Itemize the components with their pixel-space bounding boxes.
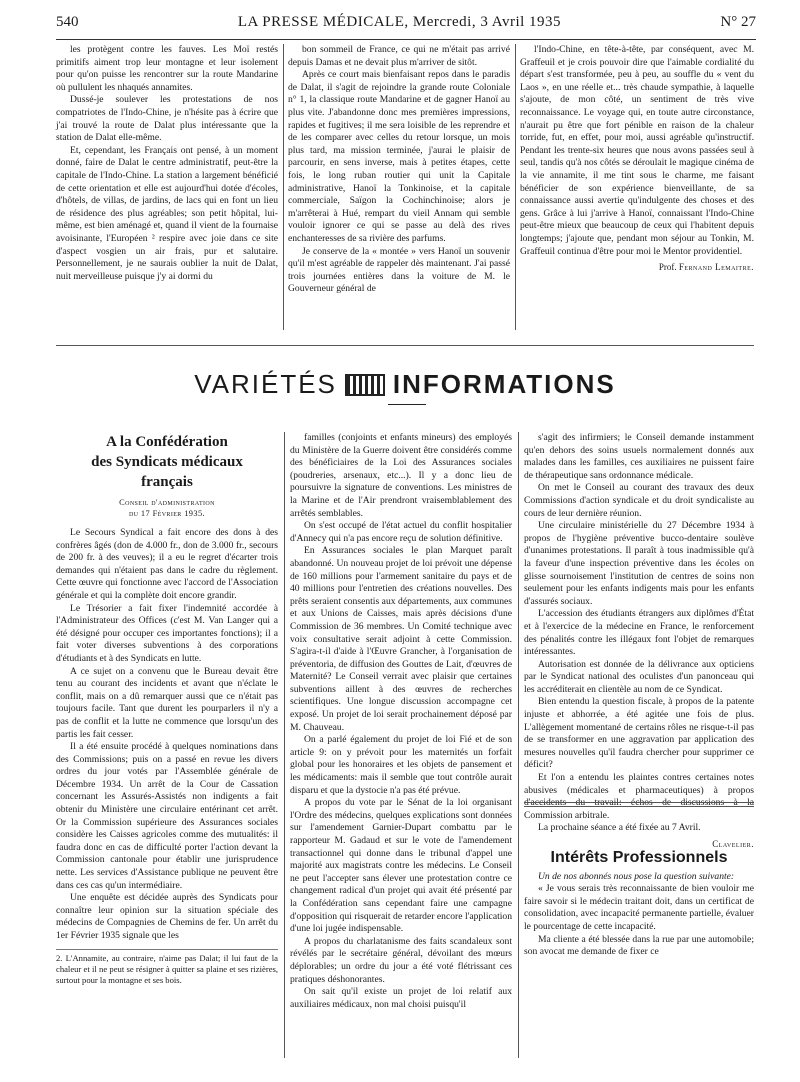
- paragraph: En Assurances sociales le plan Marquet paraît abandonné. Un nouveau projet de loi prévoit une dépense de 160 millions pour l'armement sanitaire du pays et de 40 millions pour l'entretien des créations nouvelles. Des prêts seraient consentis aux départements, aux communes et aux Unions de Caisses, mais après décisions d'une Commission de 36 membres. Un Comité technique avec voix consultative serait adjoint à cette Commission. S'agira-t-il d'aide à l'Œuvre Grancher, à l'organisation de préventoria, de diffusion des Gouttes de Lait, d'œuvres de Maternité? Le Conseil verrait avec plaisir que certaines subventions aillent à des œuvres de recherches scientifiques. Une longue discussion accompagne cet exposé. Un projet de loi serait prochainement déposé par M. Chauveau.: [290, 545, 512, 733]
- paragraph: Je conserve de la « montée » vers Hanoï un souvenir qu'il m'est agréable de rappeler dès maintenant. J'ai passé trois journées entières dans la voiture de M. le Gouverneur général de: [288, 245, 510, 295]
- top-article-column-3: [520, 44, 754, 364]
- section-title: Intérêts Professionnels: [550, 849, 728, 866]
- signature-name: Clavelier.: [712, 839, 754, 849]
- title-line: français: [141, 474, 193, 490]
- paragraph: On met le Conseil au courant des travaux des deux Commissions d'action syndicale et du droit syndicaliste au cours de leur dernière réunion.: [524, 482, 754, 519]
- column-divider: [283, 44, 284, 330]
- interets-professionnels-section: [524, 849, 754, 1068]
- confederation-column-1: [56, 432, 278, 1056]
- page-number: 540: [56, 14, 79, 30]
- paragraph: Une enquête est décidée auprès des Syndicats pour connaître leur opinion sur la situation spéciale des médecins de Compagnies de Chemins de fer. Un arrêt du 1er Février 1935 signale que les: [56, 892, 278, 941]
- paragraph: Ma cliente a été blessée dans la rue par une automobile; son avocat me demande de fixer ce: [524, 933, 754, 958]
- column-divider: [515, 44, 516, 330]
- paragraph: bon sommeil de France, ce qui ne m'était pas arrivé depuis Damas et ne devait plus m'arriver de sitôt.: [288, 44, 510, 68]
- publication-title: LA PRESSE MÉDICALE, Mercredi, 3 Avril 1935: [237, 14, 562, 30]
- paragraph: les protègent contre les fauves. Les Moï restés primitifs aiment trop leur montagne et leur isolement pour qu'on puisse les rencontrer sur la route Mandarine où pullulent les nhaqués annamites.: [56, 44, 278, 93]
- paragraph: s'agit des infirmiers; le Conseil demande instamment qu'en dehors des soins usuels normalement donnés aux malades dans les familles, ces auxiliaires ne puissent faire de thérapeutique sans ordonnance médicale.: [524, 432, 754, 481]
- title-line: des Syndicats médicaux: [91, 454, 243, 470]
- paragraph: Et l'on a entendu les plaintes contres certaines notes abusives (médicales et pharmaceutiques) à propos d'accidents du travail: échos de discussions à la Commission arbitrale.: [524, 772, 754, 821]
- paragraph: Dussé-je soulever les protestations de nos compatriotes de l'Indo-Chine, je n'hésite pas à écrire que j'ai trouvé la route de Dalat plus intéressante que la station de Dalat elle-même.: [56, 94, 278, 144]
- paragraph: La prochaine séance a été fixée au 7 Avril.: [538, 822, 701, 834]
- section-divider: [524, 806, 754, 807]
- ornament-icon: [345, 374, 385, 396]
- signature-prefix: Prof.: [658, 262, 679, 273]
- column-divider: [518, 432, 519, 1058]
- paragraph: l'Indo-Chine, en tête-à-tête, par conséquent, avec M. Graffeuil et je crois pouvoir dire que l'aimable cordialité du départ s'est transformée, peu à peu, au souffle du « vent du Laos », en une réelle et... très chaude sympathie, à laquelle s'ajoute, de mon côté, un sentiment de très vive reconnaissance. Le voyage qui, en toute autre circonstance, n'aurait pu être que fort pénible en raison de la chaleur torride, fut, en effet, pour moi, aussi agréable qu'instructif. Pendant les trente-six heures que nous avons passées seul à seul, tandis qu'à nos côtés se déroulait le magique cinéma de la vie annamite, il me tint sous le charme, me faisant bénéficier de son expérience bienveillante, de sa connaissance aussi avertie qu'indulgente des choses et des gens. Grâce à lui j'arrive à Hanoï, connaissant l'Indo-Chine peut-être mieux que beaucoup de ceux qui l'habitent depuis longtemps; j'ajoute que, pendant mon séjour au Tonkin, M. Graffeuil continua d'être pour moi le Mentor providentiel.: [520, 44, 754, 257]
- banner-varietes: VARIÉTÉS: [194, 369, 337, 399]
- top-article-column-1: [56, 44, 278, 332]
- paragraph: « Je vous serais très reconnaissante de bien vouloir me faire savoir si le médecin traitant doit, dans un certificat de consolidation, avec incapacité permanente partielle, évaluer le pourcentage de cette incapacité.: [524, 883, 754, 932]
- title-line: A la Confédération: [106, 434, 228, 450]
- banner-informations: INFORMATIONS: [392, 369, 616, 399]
- paragraph: familles (conjoints et enfants mineurs) des employés du Ministère de la Guerre doivent être considérés comme des bénéficiaires de la Loi des Assurances sociales (poudreries, arsenaux, etc...). Il y a donc lieu de poursuivre la signature de conventions. Les ministres de la Marine et de l'Air prendront vraisemblablement des arrêtés semblables.: [290, 432, 512, 519]
- subtitle-line: Conseil d'administration: [119, 498, 215, 507]
- paragraph: Un de nos abonnés nous pose la question suivante:: [538, 870, 735, 882]
- banner-underline: [388, 404, 426, 405]
- signature-name: Fernand Lemaitre.: [678, 262, 754, 273]
- paragraph: Et, cependant, les Français ont pensé, à un moment donné, faire de Dalat le centre administratif, peut-être la capitale de l'Indo-Chine. La station a largement bénéficié de cette orientation et elle est aujourd'hui dotée d'écoles, d'hôtels, de villas, de jardins, de lacs qui en font un lieu de résidence des plus agréables; son petit hôpital, lui-même, est bien aménagé et, quand il vient de la fournaise avoisinante, l'Européen ² respire avec joie dans ce site d'aspect vosgien un air frais, pur et salutaire. Personnellement, je ne saurais oublier la nuit de Dalat, nuit merveilleuse puisque j'y ai dormi du: [56, 144, 278, 282]
- paragraph: On a parlé également du projet de loi Fié et de son article 9: on y prévoit pour les maternités un forfait global pour les honoraires et les objets de pansement et les médicaments: mais il semble que tout contrôle aurait disparu et que la dystocie n'a pas été prévue.: [290, 734, 512, 796]
- subtitle-line: du 17 Février 1935.: [128, 509, 206, 518]
- confederation-column-2: [290, 432, 512, 1056]
- page-header: [56, 14, 756, 40]
- paragraph: Après ce court mais bienfaisant repos dans le paradis de Dalat, il s'agit de rejoindre la grande route Coloniale n° 1, la classique route Mandarine et de gagner Hanoï au plus vite. J'abandonne donc mes premières impressions, rapides et fugitives; il me sera loisible de les reprendre et de les comparer avec celles du retour lorsque, un mois plus tard, ma mission terminée, j'aurai le plaisir de parcourir, en sens inverse, mais à petites étapes, cette fois, le long ruban routier qui unit la Capitale administrative, Hanoï la Tonkinoise, et la capitale commerciale, Saïgon la Cochinchinoise; alors je m'arrêterai à Hué, rempart du vieil Annam qui semble vouloir ignorer ce qui se passe au delà des rives enchanteresses de sa rivière des parfums.: [288, 69, 510, 244]
- paragraph: Il a été ensuite procédé à quelques nominations dans des Commissions; puis on a passé en revue les divers ordres du jour votés par l'Assemblée générale de Décembre 1934. Un arrêt de la Cour de Cassation concernant les Assurés-Assistés non indigents a fait obtenir du Ministère une circulaire entérinant cet arrêt. Or la Commission supérieure des Assurances sociales considère les Caisses agricoles comme des mutualités: il faudra donc en cas de difficulté porter l'action devant la Commission cantonale pour établir une jurisprudence nette. Les services d'Assistance publique ne peuvent être dans ces cas qu'un intermédiaire.: [56, 741, 278, 891]
- paragraph: L'accession des étudiants étrangers aux diplômes d'État et à l'exercice de la médecine en France, le renforcement des pénalités contre les illégaux font l'objet de remarques intéressantes.: [524, 608, 754, 658]
- section-banner: [56, 369, 754, 400]
- article-subtitle: [56, 497, 278, 519]
- paragraph: Autorisation est donnée de la délivrance aux opticiens par le Syndicat national des oculistes d'un panonceau qui les accréditerait en clientèle au nom de ce Syndicat.: [524, 658, 754, 695]
- article-title: [56, 432, 278, 492]
- paragraph: On s'est occupé de l'état actuel du conflit hospitalier d'Annecy qui n'a pas encore reçu de solution définitive.: [290, 520, 512, 544]
- top-article-column-2: [288, 44, 510, 332]
- confederation-column-3: [524, 432, 754, 849]
- paragraph: A propos du vote par le Sénat de la loi organisant l'Ordre des médecins, quelques explications sont données sur l'amendement Garnier-Dupart combattu par le rapporteur M. Gadaud et sur le vote de l'amendement transactionnel qui donne dans le tribunal d'appel une majorité aux magistrats contre les médecins. Le Conseil ne peut l'accepter sans élever une protestation contre ce changement radical d'un projet qui avait été présenté par la Confédération sans cependant faire une campagne d'opposition qui risquerait de retarder encore l'application d'une loi jugée indispensable.: [290, 797, 512, 935]
- section-divider: [524, 802, 754, 803]
- paragraph: Bien entendu la question fiscale, à propos de la patente injuste et abhorrée, a été agitée une fois de plus. L'allègement momentané de certains rôles ne risque-t-il pas de se transformer en une aggravation par application des mesures nouvelles qu'il faudra chercher pour supprimer ce déficit?: [524, 696, 754, 771]
- paragraph: On sait qu'il existe un projet de loi relatif aux auxiliaires médicaux, non mal choisi puisqu'il: [290, 986, 512, 1010]
- paragraph: Le Secours Syndical a fait encore des dons à des confrères âgés (don de 4.000 fr., don de 3.000 fr., secours de 200 fr. à des veuves); il a eu le regret d'écarter trois demandes qui n'étaient pas dans le cadre du règlement. Cette œuvre qui fonctionne avec l'accord de l'Association générale et qui la complète doit encore grandir.: [56, 527, 278, 601]
- paragraph: Une circulaire ministérielle du 27 Décembre 1934 à propos de l'hygiène préventive bucco-dentaire soulève d'unanimes protestations. Il paraît à tous inadmissible qu'à la faveur d'une inspection préventive dans les écoles on glisse sournoisement l'institution de centres de soins non seulement pour les enfants indigents mais pour les enfants d'assurés sociaux.: [524, 520, 754, 607]
- article-signature: [520, 261, 754, 274]
- section-divider: [56, 345, 754, 346]
- paragraph: A ce sujet on a convenu que le Bureau devait être tenu au courant des incidents et avant que n'éclate le conflit, mais on a dû remarquer aussi que ce n'était pas toujours facile. Tant que durent les pourparlers il n'y a pas de conflit et la lutte ne commence que lorsqu'un des partis les fait cesser.: [56, 665, 278, 740]
- footnote: 2. L'Annamite, au contraire, n'aime pas Dalat; il lui faut de la chaleur et il ne peut se résigner à quitter sa plaine et ses rizières, surtout pour la montagne et ses bois.: [56, 949, 278, 986]
- paragraph: Le Trésorier a fait fixer l'indemnité accordée à l'Administrateur des Offices (c'est M. Van Langer qui a été désigné pour occuper ces importantes fonctions); il a fait voter diverses subventions à des corporations d'étudiants et à des Syndicats en lutte.: [56, 602, 278, 664]
- column-divider: [284, 432, 285, 1058]
- paragraph: A propos du charlatanisme des faits scandaleux sont révélés par le secrétaire général, dévoilant des mœurs déplorables; un ordre du jour a été voté flétrissant ces pratiques déshonorantes.: [290, 935, 512, 985]
- issue-number: N° 27: [720, 14, 756, 30]
